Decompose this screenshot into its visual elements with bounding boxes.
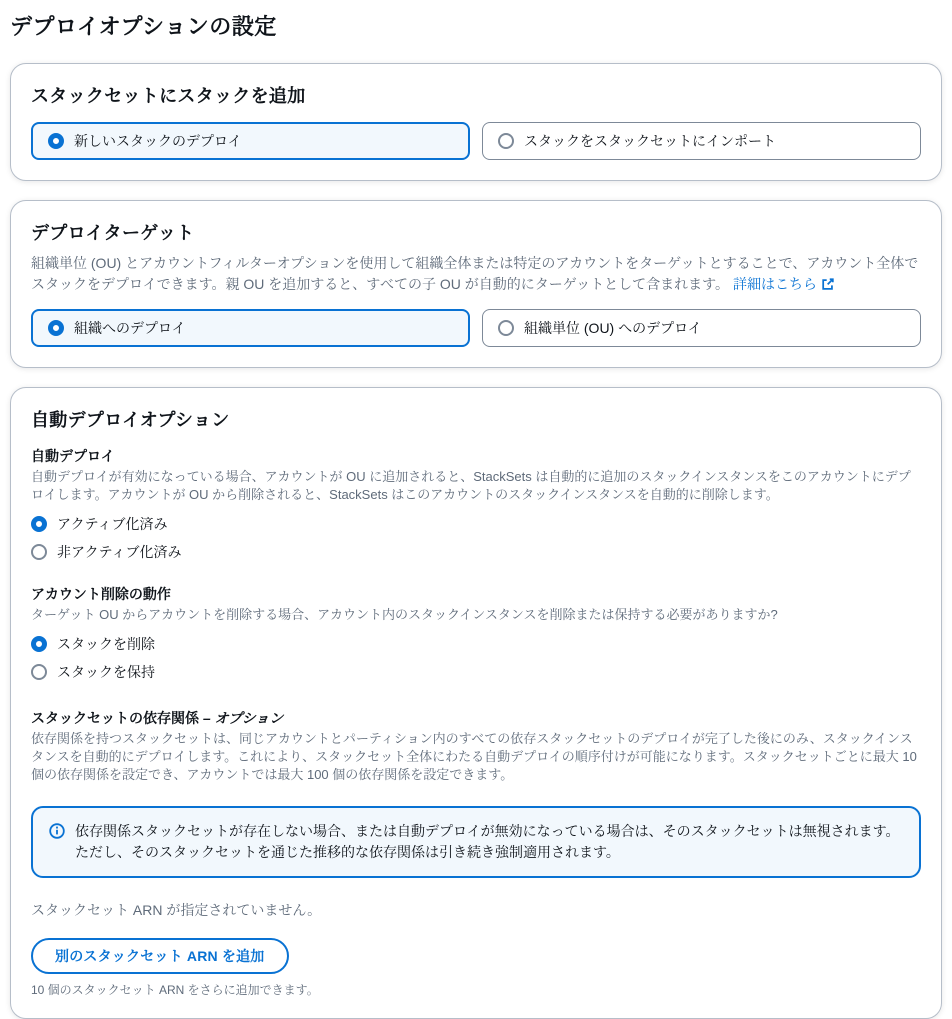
auto-deploy-radio-group	[31, 510, 921, 566]
add-stacks-radio-group	[31, 122, 921, 160]
dependencies-info-alert	[31, 806, 921, 878]
radio-checked-icon	[48, 320, 64, 336]
radio-tile-label: 組織へのデプロイ	[74, 320, 186, 336]
auto-deployment-card	[10, 387, 942, 1019]
dependencies-label	[31, 708, 921, 728]
radio-option-activated[interactable]	[31, 510, 921, 538]
radio-unchecked-icon	[31, 664, 47, 680]
account-removal-label: アカウント削除の動作	[31, 586, 171, 602]
radio-unchecked-icon	[498, 320, 514, 336]
add-stackset-arn-helper-text: 10 個のスタックセット ARN をさらに追加できます。	[31, 983, 319, 997]
account-removal-radio-group	[31, 630, 921, 686]
radio-unchecked-icon	[31, 544, 47, 560]
radio-option-delete-stacks[interactable]	[31, 630, 921, 658]
account-removal-field	[31, 584, 921, 686]
radio-option-deactivated[interactable]	[31, 538, 921, 566]
radio-tile-label: 組織単位 (OU) へのデプロイ	[524, 320, 702, 336]
deployment-targets-description	[31, 253, 921, 295]
auto-deployment-card-title: 自動デプロイオプション	[31, 410, 230, 430]
deployment-targets-card	[10, 200, 942, 368]
info-alert-text: 依存関係スタックセットが存在しない場合、または自動デプロイが無効になっている場合は、そのスタックセットは無視されます。ただし、そのスタックセットを通じた推移的な依存関係は引き続き強制適用されます。	[75, 823, 900, 860]
deployment-targets-card-title: デプロイターゲット	[31, 223, 195, 243]
dependencies-optional-suffix: – オプション	[202, 710, 284, 726]
learn-more-link-label: 詳細はこちら	[732, 276, 817, 292]
dependencies-field	[31, 708, 921, 784]
external-link-icon	[821, 277, 835, 291]
radio-tile-import-stacks[interactable]	[482, 122, 921, 160]
auto-deploy-label: 自動デプロイ	[31, 448, 115, 464]
radio-option-retain-stacks[interactable]	[31, 658, 921, 686]
info-icon	[49, 823, 65, 845]
deployment-targets-description-text: 組織単位 (OU) とアカウントフィルターオプションを使用して組織全体または特定のアカウントをターゲットとすることで、アカウント全体でスタックをデプロイできます。親 OU を追加すると、すべての子 OU が自動的にターゲットとして含まれます。	[31, 255, 919, 292]
dependencies-description: 依存関係を持つスタックセットは、同じアカウントとパーティション内のすべての依存スタックセットのデプロイが完了した後にのみ、スタックインスタンスを自動的にデプロイします。これにより、スタックセット全体にわたる自動デプロイの順序付けが可能になります。スタックセットごとに最大 10 個の依存関係を設定でき、アカウントでは最大 100 個の依存関係を設定できます。	[31, 731, 917, 782]
auto-deploy-description: 自動デプロイが有効になっている場合、アカウントが OU に追加されると、StackSets は自動的に追加のスタックインスタンスをこのアカウントにデプロイします。アカウントが OU から削除されると、StackSets はこのアカウントのスタックインスタンスを自動的に削除します。	[31, 469, 911, 502]
radio-checked-icon	[48, 133, 64, 149]
radio-option-label: アクティブ化済み	[57, 516, 168, 532]
radio-option-label: スタックを保持	[57, 664, 155, 680]
radio-tile-deploy-to-organization[interactable]	[31, 309, 470, 347]
add-stacks-card	[10, 63, 942, 181]
radio-tile-deploy-to-ou[interactable]	[482, 309, 921, 347]
radio-tile-label: スタックをスタックセットにインポート	[524, 133, 776, 149]
auto-deploy-field	[31, 446, 921, 566]
arn-status-text: スタックセット ARN が指定されていません。	[31, 902, 322, 918]
add-stacks-card-title: スタックセットにスタックを追加	[31, 86, 306, 106]
radio-checked-icon	[31, 636, 47, 652]
radio-tile-label: 新しいスタックのデプロイ	[74, 133, 242, 149]
page-title: デプロイオプションの設定	[10, 14, 277, 39]
learn-more-link[interactable]	[733, 276, 835, 292]
account-removal-description: ターゲット OU からアカウントを削除する場合、アカウント内のスタックインスタンスを削除または保持する必要がありますか?	[31, 607, 778, 622]
radio-option-label: スタックを削除	[57, 636, 155, 652]
dependencies-label-text: スタックセットの依存関係	[31, 710, 199, 726]
radio-option-label: 非アクティブ化済み	[57, 544, 182, 560]
add-stackset-arn-button[interactable]: 別のスタックセット ARN を追加	[31, 938, 289, 974]
radio-unchecked-icon	[498, 133, 514, 149]
radio-tile-deploy-new-stacks[interactable]	[31, 122, 470, 160]
radio-checked-icon	[31, 516, 47, 532]
deployment-targets-radio-group	[31, 309, 921, 347]
